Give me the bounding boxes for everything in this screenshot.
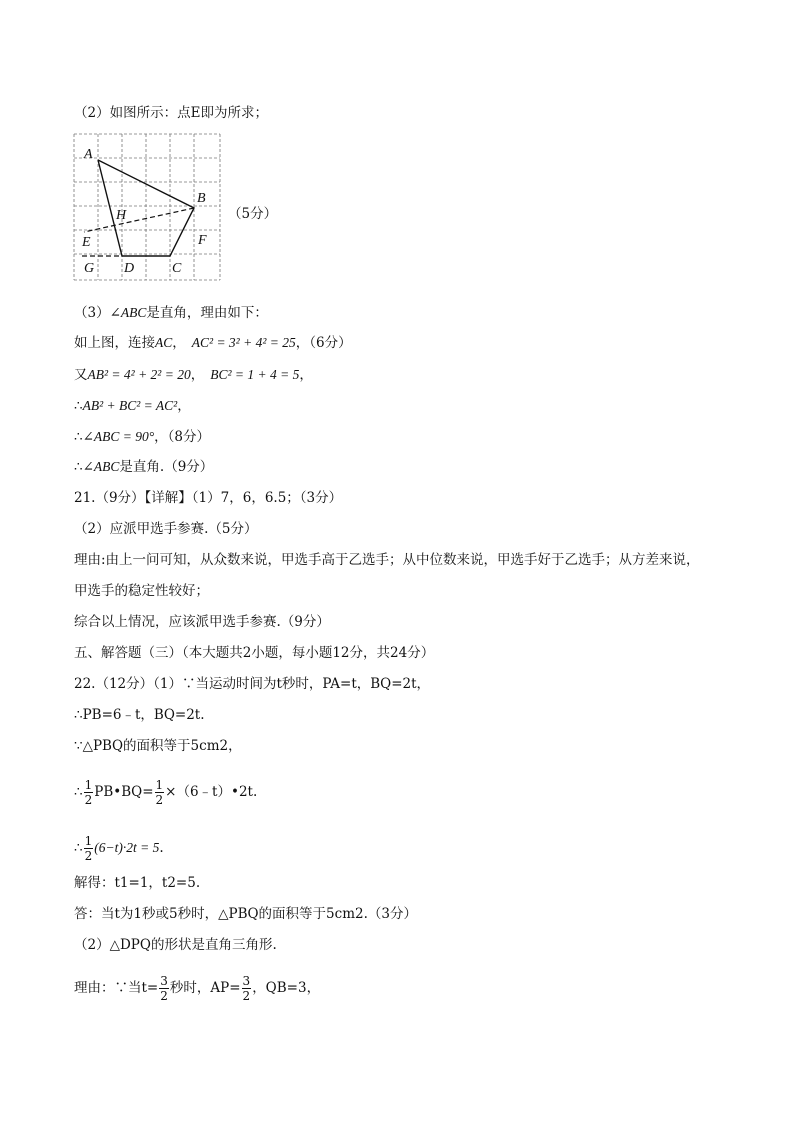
- label-f: F: [198, 233, 207, 248]
- grid-lines: [74, 134, 220, 280]
- line-part2-intro: （2）如图所示：点E即为所求；: [74, 105, 268, 121]
- line-part3-claim: （3）∠ABC是直角，理由如下：: [74, 305, 268, 321]
- line-sum: ∴AB² + BC² = AC²，: [74, 398, 191, 414]
- label-e: E: [82, 235, 91, 250]
- section-heading: 五、解答题（三）（本大题共2小题，每小题12分，共24分）: [74, 645, 435, 661]
- line-q21-part2: （2）应派甲选手参赛.（5分）: [74, 521, 258, 537]
- figure-score: （5分）: [228, 206, 278, 222]
- label-a: A: [84, 147, 93, 162]
- line-pb: ∴PB=6﹣t，BQ=2t.: [74, 707, 205, 723]
- label-g: G: [84, 261, 95, 276]
- line-q22-part2: （2）△DPQ的形状是直角三角形.: [74, 937, 277, 953]
- line-area-formula: ∴ $\frac{1}{2}$ PB•BQ= $\frac{1}{2}$ ×（6﹣t）•2t.: [74, 778, 258, 807]
- line-connect-ac: 如上图，连接AC， AC² = 3² + 4² = 25，（6分）: [74, 335, 352, 351]
- label-h: H: [116, 208, 127, 223]
- dashed-segments: [82, 208, 194, 256]
- line-conclusion: ∴∠ABC是直角.（9分）: [74, 459, 214, 475]
- line-q22: 22.（12分）（1）∵当运动时间为t秒时，PA=t，BQ=2t，: [74, 676, 431, 692]
- line-90deg: ∴∠ABC = 90°，（8分）: [74, 429, 211, 445]
- line-equation: ∴ $\frac{1}{2}$ (6−t)·2t = 5.: [74, 834, 164, 863]
- label-d: D: [124, 261, 135, 276]
- label-b: B: [197, 191, 206, 206]
- line-q21: 21.（9分）【详解】（1）7，6，6.5；（3分）: [74, 490, 343, 506]
- line-answer: 答：当t为1秒或5秒时，△PBQ的面积等于5cm2.（3分）: [74, 906, 417, 922]
- grid-figure: [72, 132, 228, 284]
- line-solve: 解得：t1=1，t2=5.: [74, 875, 201, 891]
- line-area: ∵△PBQ的面积等于5cm2，: [74, 738, 242, 754]
- line-q22-reason: 理由：∵当t= $\frac{3}{2}$ 秒时，AP= $\frac{3}{2}$ ，QB=3，: [74, 974, 321, 1003]
- label-c: C: [172, 261, 182, 276]
- line-ab-bc: 又AB² = 4² + 2² = 20， BC² = 1 + 4 = 5，: [74, 367, 313, 383]
- line-q21-reason-cont: 甲选手的稳定性较好；: [74, 583, 209, 599]
- line-q21-summary: 综合以上情况，应该派甲选手参赛.（9分）: [74, 614, 330, 630]
- line-q21-reason: 理由:由上一问可知，从众数来说，甲选手高于乙选手；从中位数来说，甲选手好于乙选手；从方差来说，: [74, 552, 700, 568]
